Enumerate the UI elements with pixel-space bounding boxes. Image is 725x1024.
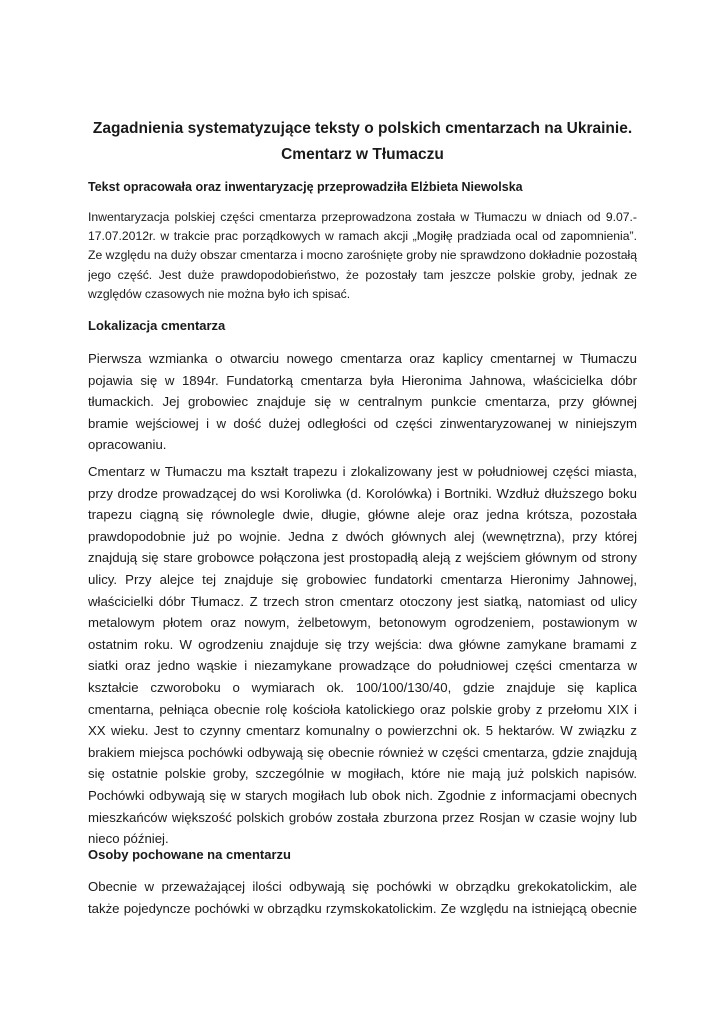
paragraph-line: metalowym płotem oraz nowym, żelbetowym, betonowym ogrodzeniem, postawionym w [88, 615, 637, 631]
paragraph-line: Pierwsza wzmianka o otwarciu nowego cmentarza oraz kaplicy cmentarnej w Tłumaczu [88, 351, 637, 366]
paragraph-line: znajdują się stare grobowce połączona jest prostopadłą aleją z wejściem głównym od strony [88, 550, 637, 566]
section-heading-buried: Osoby pochowane na cmentarzu [88, 847, 291, 862]
intro-line: 17.07.2012r. w trakcie prac porządkowych w ramach akcji „Mogiłę pradziada ocal od zapomnienia”. [88, 229, 637, 244]
paragraph-line: siatki oraz jedno wąskie i niezamykane prowadzące do południowej części cmentarza w [88, 658, 637, 674]
paragraph-line: opracowaniu. [88, 437, 167, 453]
intro-line: jego część. Jest duże prawdopodobieństwo, że pozostały tam jeszcze polskie groby, jednak ze [88, 267, 637, 282]
paragraph-line: się ostatnie polskie groby, szczególnie w mogiłach, które nie mają już polskich napisów. [88, 766, 637, 782]
buried-paragraph-1 [88, 876, 637, 919]
paragraph-line: także pojedyncze pochówki w obrządku rzymskokatolickim. Ze względu na istniejącą obecnie [88, 900, 637, 916]
paragraph-line: bramie wejściowej i w dość dużej odległości od części zinwentaryzowanej w niniejszym [88, 415, 637, 431]
paragraph-line: ostatnim roku. W ogrodzeniu znajduje się trzy wejścia: dwa główne zamykane bramami z [88, 636, 637, 652]
paragraph-line: trapezu ciągną się równolegle dwie, długie, główne aleje oraz jedna krótsza, pozostała [88, 507, 637, 523]
location-paragraph-1 [88, 348, 637, 456]
title-line-2: Cmentarz w Tłumaczu [281, 146, 444, 163]
paragraph-line: cmentarna, pełniąca obecnie rolę kościoła katolickiego oraz polskie groby z przełomu XIX i [88, 701, 637, 717]
paragraph-line: Cmentarz w Tłumaczu ma kształt trapezu i zlokalizowany jest w południowej części miasta, [88, 464, 637, 479]
paragraph-line: brakiem miejsca pochówki odbywają się obecnie również w części cmentarza, gdzie znajdują [88, 744, 637, 760]
paragraph-line: Obecnie w przeważającej ilości odbywają się pochówki w obrządku grekokatolickim, ale [88, 879, 637, 894]
paragraph-line: nieco później. [88, 831, 169, 847]
paragraph-line: ulicy. Przy alejce tej znajduje się grobowiec fundatorki cmentarza Hieronimy Jahnowej, [88, 571, 637, 587]
intro-line: Ze względu na duży obszar cmentarza i mocno zarośnięte groby nie sprawdzono dokładnie pozostałą [88, 248, 637, 263]
section-heading-location: Lokalizacja cmentarza [88, 318, 226, 333]
intro-paragraph [88, 208, 637, 304]
title-line-1: Zagadnienia systematyzujące teksty o polskich cmentarzach na Ukrainie. [92, 120, 633, 137]
paragraph-line: kształcie czworoboku o wymiarach ok. 100/100/130/40, gdzie znajduje się kaplica [88, 679, 637, 695]
document-title [88, 116, 637, 168]
author-note: Tekst opracowała oraz inwentaryzację przeprowadziła Elżbieta Niewolska [88, 180, 523, 194]
intro-line: Inwentaryzacja polskiej części cmentarza przeprowadzona została w Tłumaczu w dniach od 9.07.- [88, 210, 637, 224]
intro-line: względów czasowych nie można było ich spisać. [88, 286, 351, 301]
paragraph-line: XX wieku. Jest to czynny cmentarz komunalny o powierzchni ok. 5 hektarów. W związku z [88, 723, 637, 739]
paragraph-line: pojawia się w 1894r. Fundatorką cmentarza była Hieronima Jahnowa, właścicielka dóbr [88, 372, 637, 388]
paragraph-line: Pochówki odbywają się w starych mogiłach lub obok nich. Zgodnie z informacjami obecnych [88, 787, 637, 803]
paragraph-line: prawdopodobnie już po wojnie. Jedna z dwóch głównych alej (wewnętrzna), przy której [88, 528, 637, 544]
paragraph-line: mieszkańców większość polskich grobów została zburzona przez Rosjan w czasie wojny lub [88, 809, 637, 825]
paragraph-line: właścicielki dóbr Tłumacz. Z trzech stron cmentarz otoczony jest siatką, natomiast od ulicy [88, 593, 637, 609]
paragraph-line: tłumackich. Jej grobowiec znajduje się w centralnym punkcie cmentarza, przy głównej [88, 394, 637, 410]
location-paragraph-2 [88, 461, 637, 850]
paragraph-line: przy drodze prowadzącej do wsi Koroliwka (d. Korolówka) i Bortniki. Wzdłuż dłuższego boku [88, 485, 637, 501]
